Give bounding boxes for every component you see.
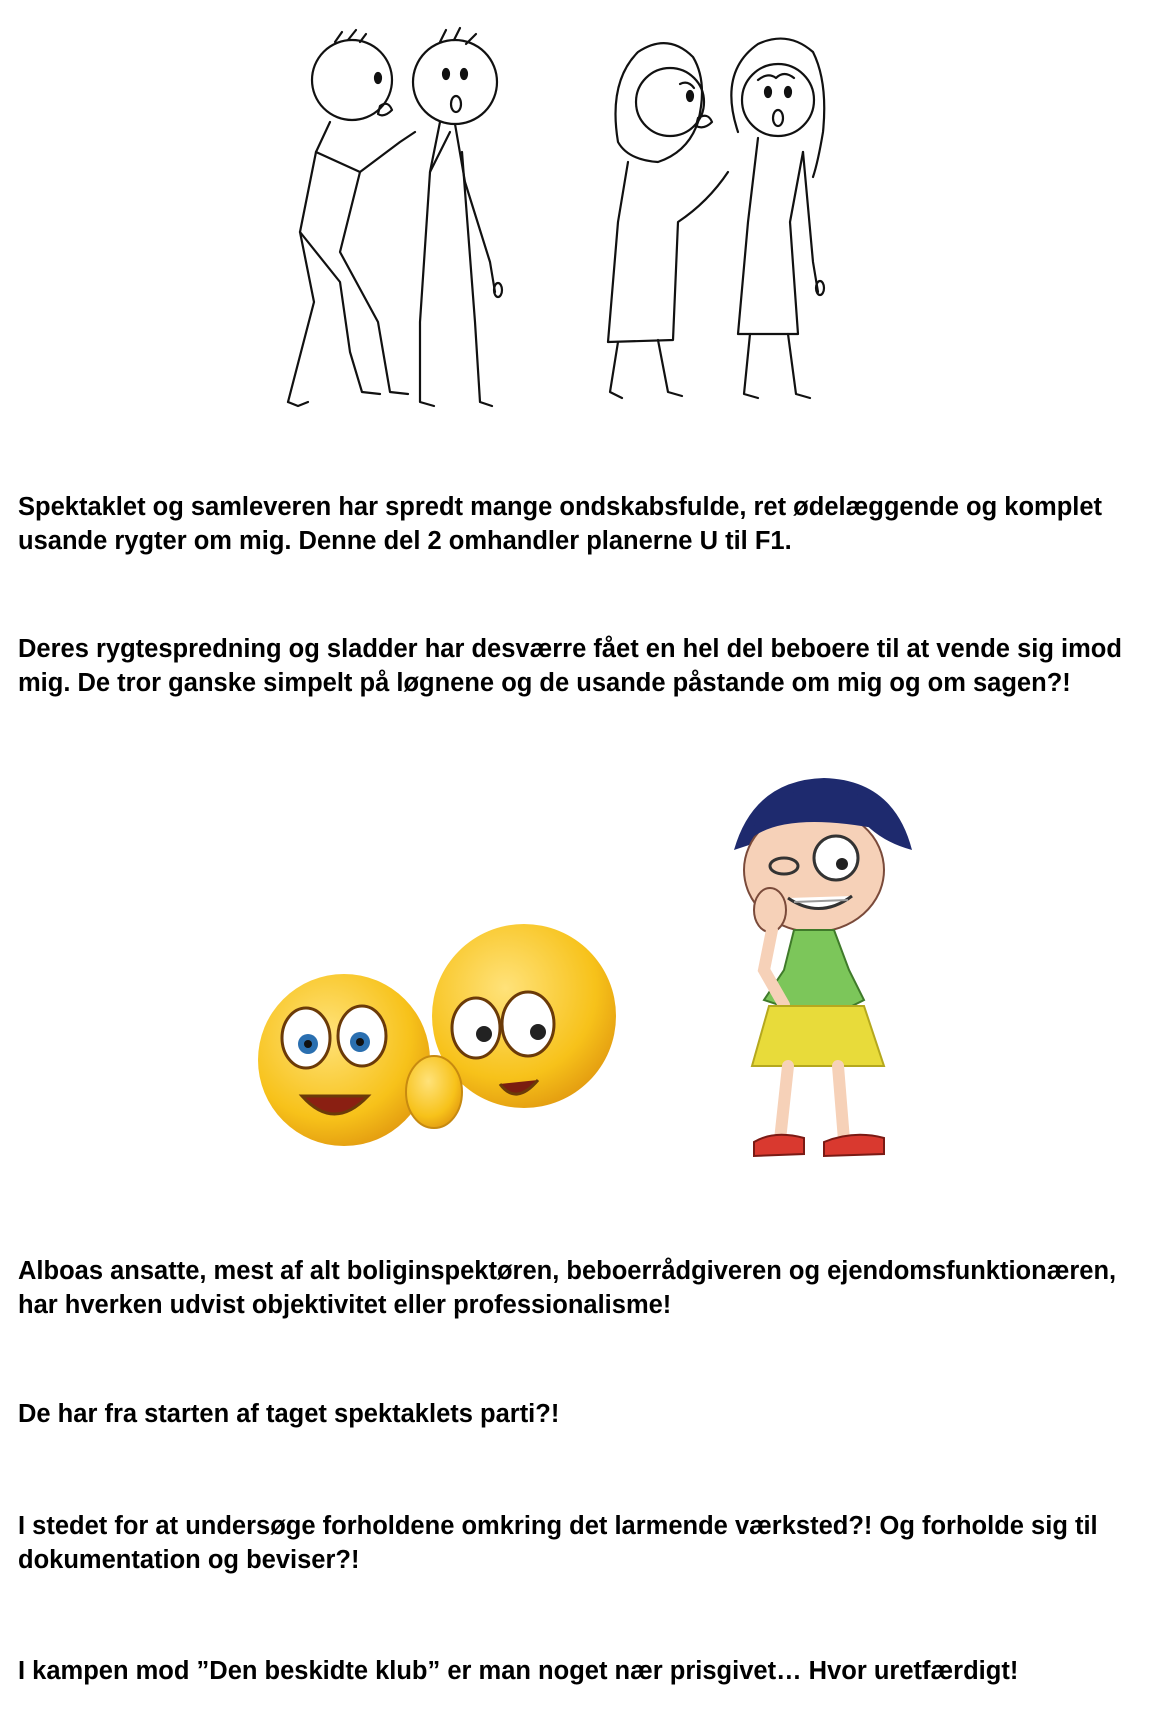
emoji-whispering-illustration <box>246 920 636 1160</box>
cartoon-girl-giggling-illustration <box>724 770 914 1170</box>
paragraph-5: I stedet for at undersøge forholdene omkring det larmende værksted?! Og forholde sig til dokumentation og beviser?! <box>18 1512 1098 1574</box>
paragraph-6: I kampen mod ”Den beskidte klub” er man noget nær prisgivet… Hvor uretfærdigt! <box>18 1657 1019 1685</box>
stick-women-whispering-icon <box>598 22 888 414</box>
stick-men-whispering-illustration <box>280 22 550 414</box>
paragraph-3: Alboas ansatte, mest af alt boliginspektøren, beboerrådgiveren og ejendomsfunktionæren, har hverken udvist objektivitet eller professionalisme! <box>18 1257 1117 1319</box>
stick-men-whispering-icon <box>280 22 550 414</box>
stick-women-whispering-illustration <box>598 22 888 414</box>
cartoon-girl-giggling-icon <box>724 770 914 1170</box>
paragraph-4: De har fra starten af taget spektaklets parti?! <box>18 1400 560 1428</box>
paragraph-2: Deres rygtespredning og sladder har desværre fået en hel del beboere til at vende sig imod mig. De tror ganske simpelt på løgnene og de usande påstande om mig og om sagen?! <box>18 635 1122 697</box>
emoji-whispering-icon <box>246 920 636 1160</box>
paragraph-1: Spektaklet og samleveren har spredt mange ondskabsfulde, ret ødelæggende og komplet usande rygter om mig. Denne del 2 omhandler planerne U til F1. <box>18 493 1103 555</box>
